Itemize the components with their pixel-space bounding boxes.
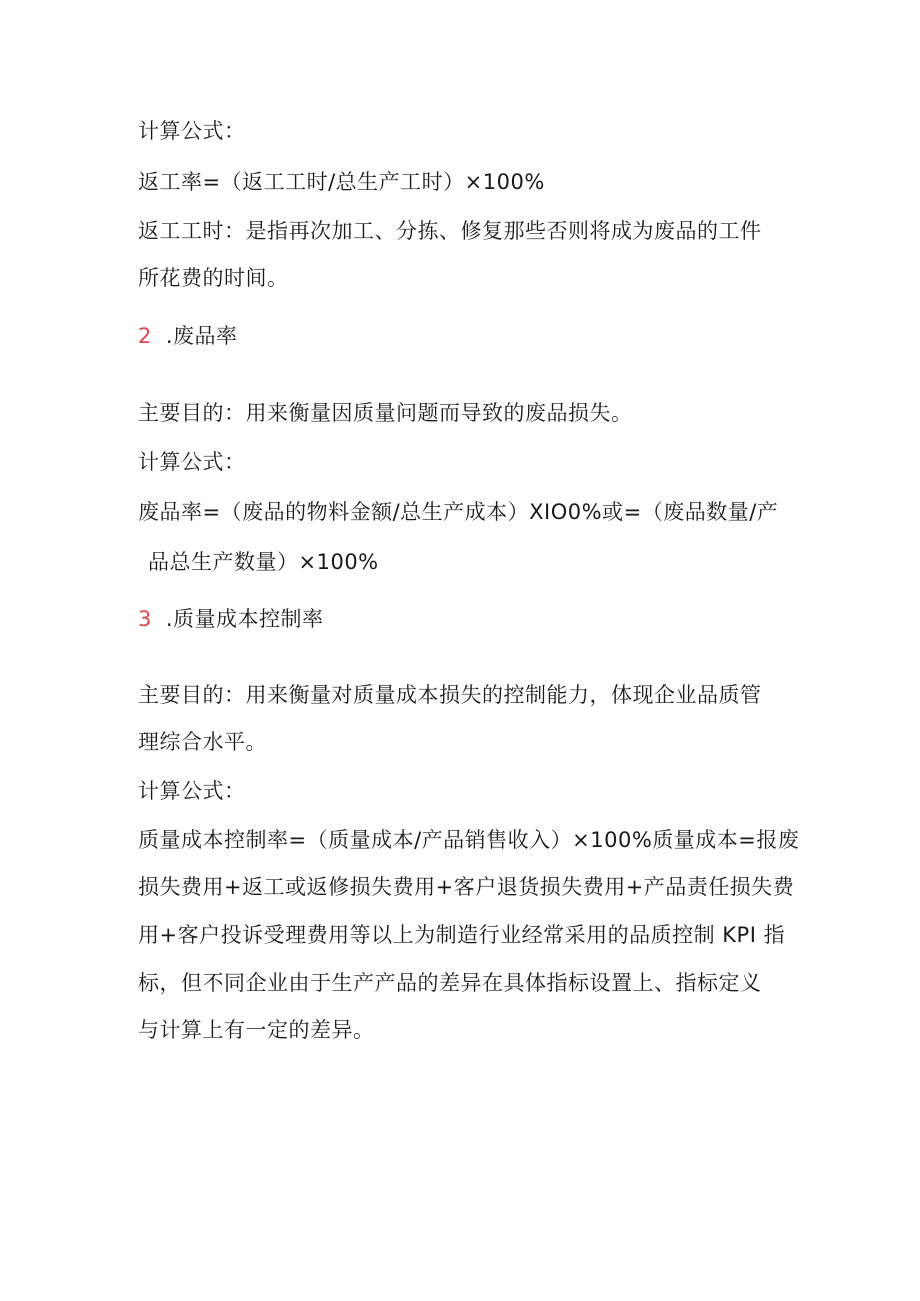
section-number: 2: [138, 324, 152, 348]
quality-cost-body-4: 标，但不同企业由于生产产品的差异在具体指标设置上、指标定义: [138, 971, 762, 995]
section-heading-scrap-rate: [138, 321, 238, 351]
scrap-rate-purpose: 主要目的：用来衡量因质量问题而导致的废品损失。: [138, 401, 633, 425]
rework-rate-formula: 返工率=（返工工时/总生产工时）×100%: [138, 170, 545, 194]
section-title: .废品率: [165, 324, 238, 348]
section-title: .质量成本控制率: [165, 607, 324, 631]
formula-label: 计算公式：: [138, 779, 246, 803]
rework-hours-definition: 返工工时：是指再次加工、分拣、修复那些否则将成为废品的工件: [138, 219, 762, 243]
scrap-rate-formula-cont: 品总生产数量）×100%: [148, 550, 379, 574]
quality-cost-body-3: 用+客户投诉受理费用等以上为制造行业经常采用的品质控制 KPI 指: [138, 923, 786, 947]
formula-label: 计算公式：: [138, 119, 246, 143]
scrap-rate-formula: 废品率=（废品的物料金额/总生产成本）XIO0%或=（废品数量/产: [138, 500, 779, 524]
section-number: 3: [138, 607, 152, 631]
quality-cost-body-1: 质量成本控制率=（质量成本/产品销售收入）×100%质量成本=报废: [138, 828, 800, 852]
section-heading-quality-cost: [138, 604, 324, 634]
quality-cost-purpose-cont: 理综合水平。: [138, 730, 267, 754]
formula-label: 计算公式：: [138, 450, 246, 474]
quality-cost-body-5: 与计算上有一定的差异。: [138, 1018, 375, 1042]
quality-cost-body-2: 损失费用+返工或返修损失费用+客户退货损失费用+产品责任损失费: [138, 875, 795, 899]
rework-hours-definition-cont: 所花费的时间。: [138, 266, 289, 290]
quality-cost-purpose: 主要目的：用来衡量对质量成本损失的控制能力，体现企业品质管: [138, 683, 762, 707]
